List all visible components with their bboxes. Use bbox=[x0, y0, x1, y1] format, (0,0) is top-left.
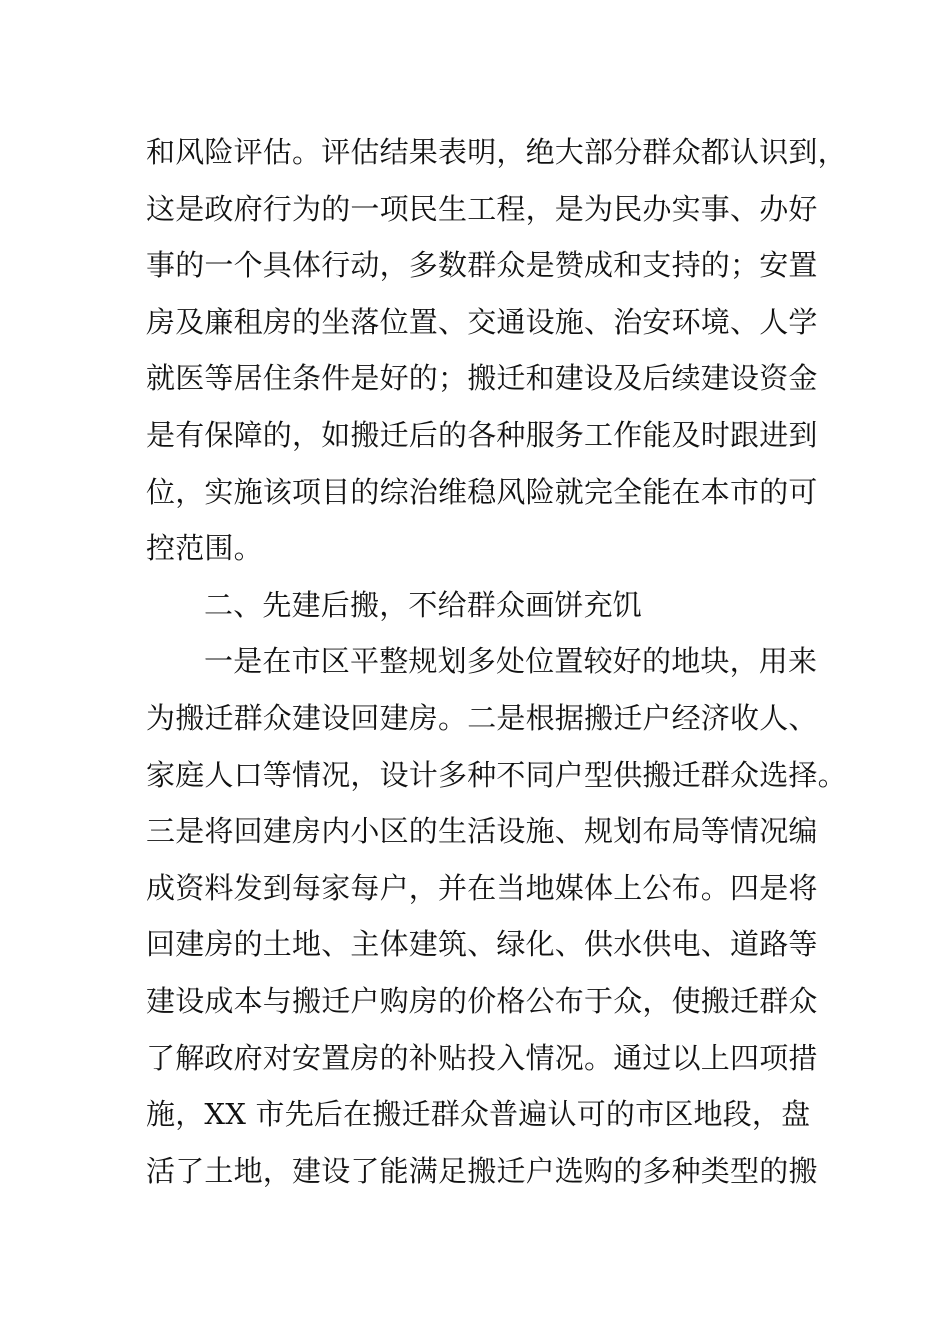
section-heading: 二、先建后搬，不给群众画饼充饥 bbox=[204, 587, 643, 622]
text-line: 回建房的土地、主体建筑、绿化、供水供电、道路等 bbox=[146, 927, 818, 962]
text-line: 房及廉租房的坐落位置、交通设施、治安环境、人学 bbox=[146, 304, 818, 339]
text-line: 是有保障的，如搬迁后的各种服务工作能及时跟进到 bbox=[146, 417, 818, 452]
text-line: 这是政府行为的一项民生工程，是为民办实事、办好 bbox=[146, 191, 818, 226]
text-line: 活了土地，建设了能满足搬迁户选购的多种类型的搬 bbox=[146, 1153, 818, 1188]
text-line: 一是在市区平整规划多处位置较好的地块，用来 bbox=[204, 644, 818, 679]
text-line: 位，实施该项目的综治维稳风险就完全能在本市的可 bbox=[146, 474, 818, 509]
document-body bbox=[146, 124, 847, 1199]
text-line: 了解政府对安置房的补贴投入情况。通过以上四项措 bbox=[146, 1040, 818, 1075]
text-line: 三是将回建房内小区的生活设施、规划布局等情况编 bbox=[146, 814, 818, 849]
text-line: 家庭人口等情况，设计多种不同户型供搬迁群众选择。 bbox=[146, 757, 847, 792]
text-line: 事的一个具体行动，多数群众是赞成和支持的；安置 bbox=[146, 248, 818, 283]
text-line: 控范围。 bbox=[146, 531, 263, 566]
text-line: 和风险评估。评估结果表明，绝大部分群众都认识到， bbox=[146, 135, 847, 169]
text-line: 为搬迁群众建设回建房。二是根据搬迁户经济收人、 bbox=[146, 700, 818, 735]
text-line: 就医等居住条件是好的；搬迁和建设及后续建设资金 bbox=[146, 361, 818, 396]
text-line: 施，XX 市先后在搬迁群众普遍认可的市区地段，盘 bbox=[146, 1097, 811, 1132]
text-line: 建设成本与搬迁户购房的价格公布于众，使搬迁群众 bbox=[146, 983, 818, 1018]
text-line: 成资料发到每家每户，并在当地媒体上公布。四是将 bbox=[146, 870, 818, 905]
